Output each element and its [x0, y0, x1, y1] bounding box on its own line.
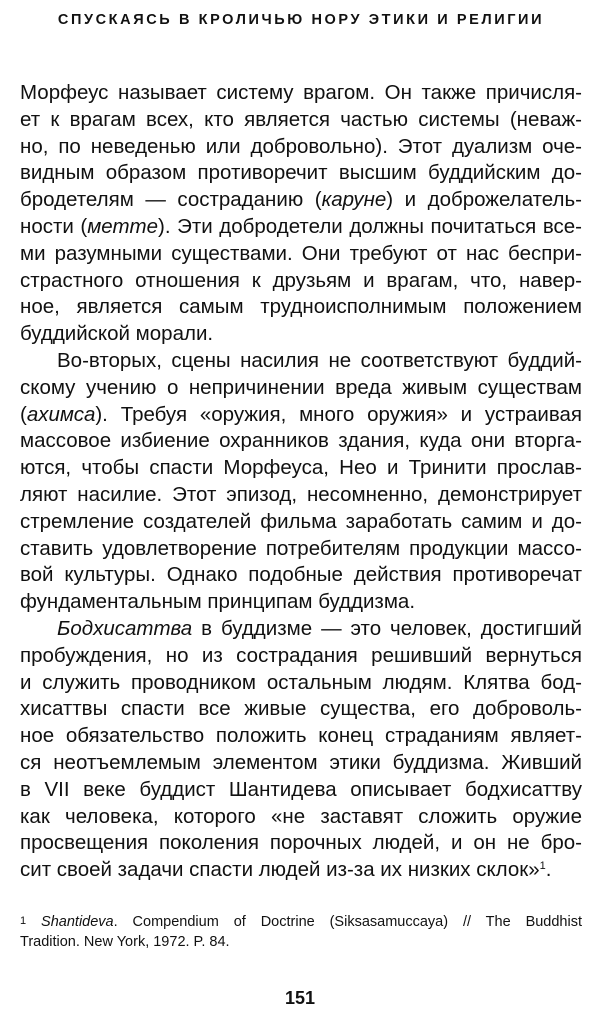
text-segment: . — [545, 858, 552, 882]
text-segment: но, по неведенью или добровольно). Этот дуализм оче- — [20, 134, 582, 158]
paragraph — [20, 348, 582, 616]
text-segment: ставить удовлетворение потребителям продукции массо- — [20, 536, 582, 560]
italic-term: метте — [87, 214, 159, 238]
text-segment: вой культуры. Однако подобные действия противоречат — [20, 563, 582, 587]
text-segment: как человека, которого «не заставят сложить оружие — [20, 804, 582, 828]
text-segment: в буддизме — это человек, достигший — [192, 616, 582, 640]
italic-term: ахимса — [26, 402, 96, 426]
text-segment: ми разумными существами. Они требуют от нас беспри- — [20, 241, 582, 265]
body-text — [20, 80, 582, 884]
text-line — [20, 214, 582, 241]
text-segment: в VII веке буддист Шантидева описывает бодхисаттву — [20, 777, 582, 801]
text-line — [20, 482, 582, 509]
text-line — [20, 804, 582, 831]
text-line — [20, 589, 582, 616]
text-segment: ет к врагам всех, кто является частью системы (неваж- — [20, 107, 582, 131]
text-line — [20, 107, 582, 134]
text-segment: ). Требуя «оружия, много оружия» и устраивая — [95, 402, 582, 426]
text-segment: массовое избиение охранников здания, куда они вторга- — [20, 429, 582, 453]
text-line — [20, 268, 582, 295]
text-line — [20, 830, 582, 857]
footnote-author: Shantideva — [41, 914, 114, 930]
text-line — [20, 562, 582, 589]
text-segment: ности ( — [20, 214, 88, 238]
footnote-ref: 1 — [539, 860, 546, 873]
text-segment: ). Эти добродетели должны почитаться все- — [158, 214, 582, 238]
text-line — [20, 643, 582, 670]
text-line — [20, 241, 582, 268]
paragraph — [20, 616, 582, 884]
text-line — [20, 777, 582, 804]
text-line — [20, 375, 582, 402]
text-segment: ное обязательство положить конец страданиям являет- — [20, 724, 582, 748]
text-segment: и служить проводником остальным людям. Клятва бод- — [20, 670, 582, 694]
text-segment: просвещения поколения порочных людей, и он не бро- — [20, 831, 582, 855]
italic-term: Бодхисаттва — [57, 616, 193, 640]
text-segment: скому учению о непричинении вреда живым существам — [20, 375, 582, 399]
text-line — [20, 536, 582, 563]
text-segment: сит своей задачи спасти людей из-за их низких склок» — [20, 858, 540, 882]
text-segment: бродетелям — состраданию ( — [20, 188, 322, 212]
text-segment: ются, чтобы спасти Морфеуса, Нео и Тринити прослав- — [20, 456, 582, 480]
footnote — [20, 912, 582, 952]
text-line — [20, 80, 582, 107]
text-segment: ное, является самым трудноисполнимым положением — [20, 295, 582, 319]
text-segment: Морфеус называет систему врагом. Он также причисля- — [20, 81, 582, 104]
text-line — [20, 696, 582, 723]
footnote-marker: 1 — [20, 915, 27, 927]
text-segment: ляют насилие. Этот эпизод, несомненно, демонстрирует — [20, 482, 582, 506]
text-line — [20, 455, 582, 482]
page-number: 151 — [284, 988, 316, 1008]
text-line — [20, 670, 582, 697]
text-segment: буддийской морали. — [20, 322, 214, 346]
text-line — [20, 348, 582, 375]
paragraph — [20, 80, 582, 348]
text-line — [20, 750, 582, 777]
text-line — [20, 160, 582, 187]
text-segment: фундаментальным принципам буддизма. — [20, 590, 416, 614]
text-line — [20, 857, 582, 884]
text-segment: стремление создателей фильма заработать самим и до- — [20, 509, 582, 533]
text-line — [20, 187, 582, 214]
text-segment: ) и доброжелатель- — [386, 188, 582, 212]
text-segment: видным образом противоречит высшим буддийским до- — [20, 161, 582, 185]
text-line — [20, 402, 582, 429]
text-line — [20, 616, 582, 643]
text-segment: Во-вторых, сцены насилия не соответствуют буддий- — [57, 348, 582, 372]
text-line — [20, 294, 582, 321]
italic-term: каруне — [321, 188, 387, 212]
footnote-text: . Compendium of Doctrine (Siksasamuccaya) // The Buddhist — [113, 914, 582, 930]
text-segment: страстного отношения к друзьям и врагам, что, навер- — [20, 268, 582, 292]
text-line — [20, 321, 582, 348]
text-line — [20, 723, 582, 750]
running-header: СПУСКАЯСЬ В КРОЛИЧЬЮ НОРУ ЭТИКИ И РЕЛИГИИ — [57, 12, 545, 28]
text-segment: ся неотъемлемым элементом этики буддизма. Живший — [20, 750, 582, 774]
text-segment: ( — [20, 402, 27, 426]
text-line — [20, 509, 582, 536]
text-line — [20, 134, 582, 161]
text-segment: пробуждения, но из сострадания решивший вернуться — [20, 643, 582, 667]
text-segment: хисаттвы спасти все живые существа, его доброволь- — [20, 697, 582, 721]
footnote-text-line2: Tradition. New York, 1972. P. 84. — [20, 934, 230, 950]
text-line — [20, 428, 582, 455]
